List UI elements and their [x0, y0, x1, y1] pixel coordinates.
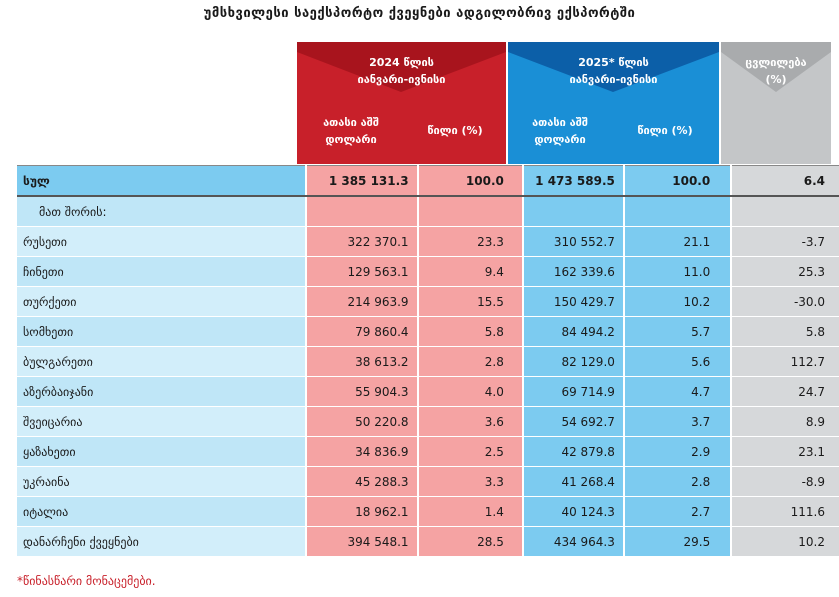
value-2024: [306, 196, 417, 227]
table-row: [17, 227, 839, 257]
change-value: 8.9: [731, 407, 839, 437]
row-name: ჩინეთი: [17, 257, 306, 287]
page-title: უმსხვილესი საექსპორტო ქვეყნები ადგილობრივ ექსპორტში: [203, 6, 636, 21]
change-label-line-1: ცვლილება: [745, 56, 807, 69]
value-2025: 40 124.3: [523, 497, 624, 527]
change-label: [721, 54, 831, 88]
change-label-line-2: (%): [765, 73, 787, 86]
row-name: დანარჩენი ქვეყნები: [17, 527, 306, 557]
share-2025: [624, 196, 731, 227]
share-2024: [418, 196, 523, 227]
period-2025: [508, 54, 719, 88]
value-2024: 50 220.8: [306, 407, 417, 437]
row-name: სომხეთი: [17, 317, 306, 347]
period-2024-months: იანვარი-ივნისი: [357, 73, 446, 86]
table-row: [17, 347, 839, 377]
value-2025: 1 473 589.5: [523, 166, 624, 197]
value-2025: 54 692.7: [523, 407, 624, 437]
share-2024: 23.3: [418, 227, 523, 257]
share-2024: 9.4: [418, 257, 523, 287]
value-2024: 79 860.4: [306, 317, 417, 347]
value-2024: 45 288.3: [306, 467, 417, 497]
share-2025: 21.1: [624, 227, 731, 257]
period-2024: [297, 54, 506, 88]
value-2024: 38 613.2: [306, 347, 417, 377]
change-value: -3.7: [731, 227, 839, 257]
table-row: [17, 317, 839, 347]
header-2025: [508, 42, 719, 164]
share-2024: 2.8: [418, 347, 523, 377]
share-2025: 2.8: [624, 467, 731, 497]
period-2025-year: 2025* წლის: [578, 56, 649, 69]
header-2025-share: წილი (%): [637, 124, 693, 137]
change-value: -8.9: [731, 467, 839, 497]
row-name: რუსეთი: [17, 227, 306, 257]
value-2025: 162 339.6: [523, 257, 624, 287]
header-change: [721, 42, 831, 164]
share-2025: 11.0: [624, 257, 731, 287]
share-2025: 5.6: [624, 347, 731, 377]
change-value: 111.6: [731, 497, 839, 527]
footnote: *წინასწარი მონაცემები.: [17, 574, 156, 588]
change-value: 23.1: [731, 437, 839, 467]
value-2025: 41 268.4: [523, 467, 624, 497]
change-value: 6.4: [731, 166, 839, 197]
row-name: ყაზახეთი: [17, 437, 306, 467]
table-row: [17, 407, 839, 437]
table-row-total: [17, 166, 839, 197]
period-2025-months: იანვარი-ივნისი: [569, 73, 658, 86]
value-2025: [523, 196, 624, 227]
value-2025: 84 494.2: [523, 317, 624, 347]
row-name: მათ შორის:: [17, 196, 306, 227]
unit-line-1: ათასი აშშ: [323, 116, 379, 129]
value-2024: 1 385 131.3: [306, 166, 417, 197]
share-2024: 2.5: [418, 437, 523, 467]
share-2025: 2.9: [624, 437, 731, 467]
value-2025: 82 129.0: [523, 347, 624, 377]
share-2024: 100.0: [418, 166, 523, 197]
share-2024: 28.5: [418, 527, 523, 557]
row-name: ბულგარეთი: [17, 347, 306, 377]
table-row: [17, 527, 839, 557]
header-2024-value: [299, 114, 403, 148]
value-2025: 69 714.9: [523, 377, 624, 407]
share-2024: 3.3: [418, 467, 523, 497]
change-value: [731, 196, 839, 227]
value-2025: 434 964.3: [523, 527, 624, 557]
period-2024-year: 2024 წლის: [369, 56, 434, 69]
share-2024: 3.6: [418, 407, 523, 437]
change-value: 25.3: [731, 257, 839, 287]
table-row-of-which: [17, 196, 839, 227]
table-row: [17, 287, 839, 317]
header-2025-value: [510, 114, 610, 148]
value-2024: 55 904.3: [306, 377, 417, 407]
change-value: 10.2: [731, 527, 839, 557]
share-2025: 5.7: [624, 317, 731, 347]
table-row: [17, 257, 839, 287]
row-name: აზერბაიჯანი: [17, 377, 306, 407]
share-2025: 100.0: [624, 166, 731, 197]
unit-line-2: დოლარი: [325, 133, 377, 146]
share-2024: 5.8: [418, 317, 523, 347]
export-table: [17, 165, 839, 557]
value-2025: 150 429.7: [523, 287, 624, 317]
change-value: 112.7: [731, 347, 839, 377]
row-name: თურქეთი: [17, 287, 306, 317]
header-2024-share: წილი (%): [427, 124, 483, 137]
change-value: 5.8: [731, 317, 839, 347]
row-name: იტალია: [17, 497, 306, 527]
value-2024: 214 963.9: [306, 287, 417, 317]
row-name: შვეიცარია: [17, 407, 306, 437]
value-2024: 394 548.1: [306, 527, 417, 557]
value-2024: 18 962.1: [306, 497, 417, 527]
row-name: სულ: [17, 166, 306, 197]
change-value: -30.0: [731, 287, 839, 317]
table-row: [17, 467, 839, 497]
change-value: 24.7: [731, 377, 839, 407]
value-2025: 42 879.8: [523, 437, 624, 467]
value-2024: 129 563.1: [306, 257, 417, 287]
share-2024: 4.0: [418, 377, 523, 407]
value-2025: 310 552.7: [523, 227, 624, 257]
share-2025: 3.7: [624, 407, 731, 437]
table-row: [17, 437, 839, 467]
share-2024: 15.5: [418, 287, 523, 317]
share-2025: 10.2: [624, 287, 731, 317]
unit-line-1: ათასი აშშ: [532, 116, 588, 129]
value-2024: 34 836.9: [306, 437, 417, 467]
share-2025: 29.5: [624, 527, 731, 557]
header-2024: [297, 42, 506, 164]
value-2024: 322 370.1: [306, 227, 417, 257]
share-2025: 2.7: [624, 497, 731, 527]
table-row: [17, 377, 839, 407]
unit-line-2: დოლარი: [534, 133, 586, 146]
row-name: უკრაინა: [17, 467, 306, 497]
share-2024: 1.4: [418, 497, 523, 527]
share-2025: 4.7: [624, 377, 731, 407]
table-row: [17, 497, 839, 527]
table-body: [17, 166, 839, 557]
